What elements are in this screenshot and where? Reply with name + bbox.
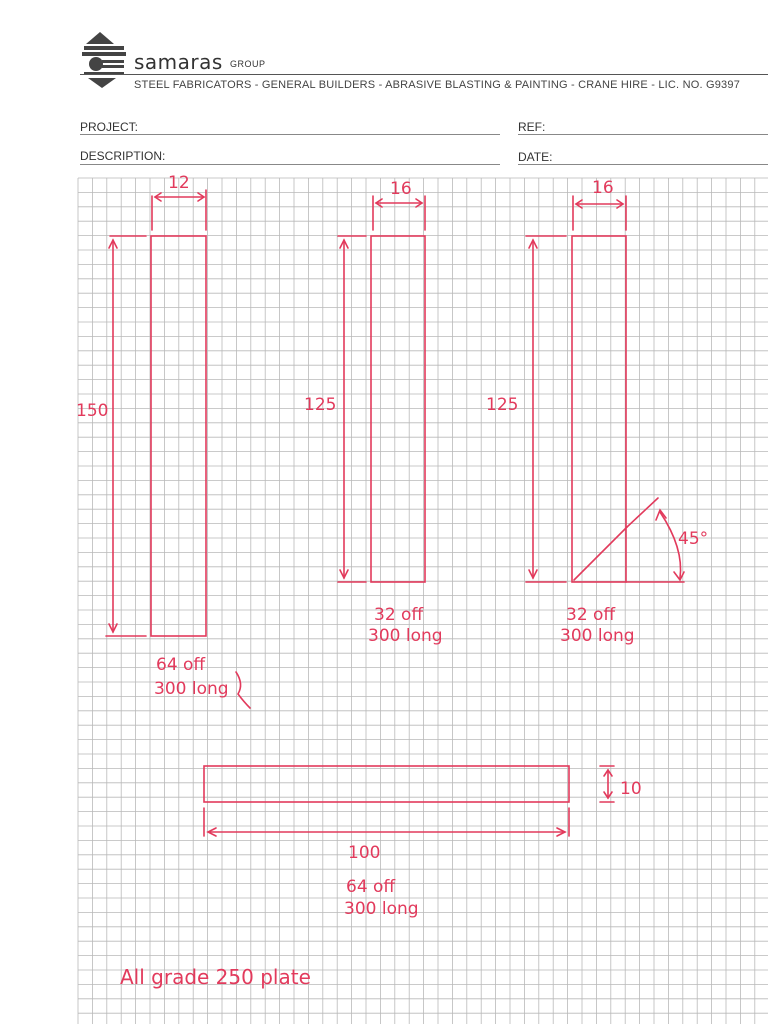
part-4-length: 300 long (344, 899, 419, 919)
brand-suffix: GROUP (230, 59, 266, 69)
part-2-flat-bar (338, 196, 425, 582)
part-3-angle-label: 45° (678, 529, 709, 549)
ref-label: REF: (518, 120, 546, 134)
part-3-length: 300 long (560, 626, 635, 646)
part-3-width-label: 16 (592, 178, 614, 198)
description-label: DESCRIPTION: (80, 149, 166, 163)
project-label: PROJECT: (80, 120, 139, 134)
part-3-height-label: 125 (486, 395, 519, 415)
part-2-length: 300 long (368, 626, 443, 646)
part-1-length: 300 long (154, 679, 229, 699)
part-4-thickness-label: 10 (620, 779, 642, 799)
part-1-width-label: 12 (168, 173, 190, 193)
part-1-flat-bar (106, 190, 250, 708)
part-3-mitred-bar (526, 196, 684, 582)
part-1-quantity: 64 off (156, 655, 206, 675)
part-1-height-label: 150 (76, 401, 109, 421)
part-2-height-label: 125 (304, 395, 337, 415)
part-2-width-label: 16 (390, 179, 412, 199)
part-3-quantity: 32 off (566, 605, 616, 625)
part-2-quantity: 32 off (374, 605, 424, 625)
brand-name: samaras (134, 50, 223, 74)
company-tagline: STEEL FABRICATORS - GENERAL BUILDERS - ABRASIVE BLASTING & PAINTING - CRANE HIRE - LIC. NO. G9397 (134, 79, 741, 91)
part-4-width-label: 100 (348, 843, 381, 863)
date-label: DATE: (518, 150, 553, 164)
part-4-flat-bar (204, 766, 614, 836)
part-4-quantity: 64 off (346, 877, 396, 897)
material-note: All grade 250 plate (120, 965, 311, 989)
